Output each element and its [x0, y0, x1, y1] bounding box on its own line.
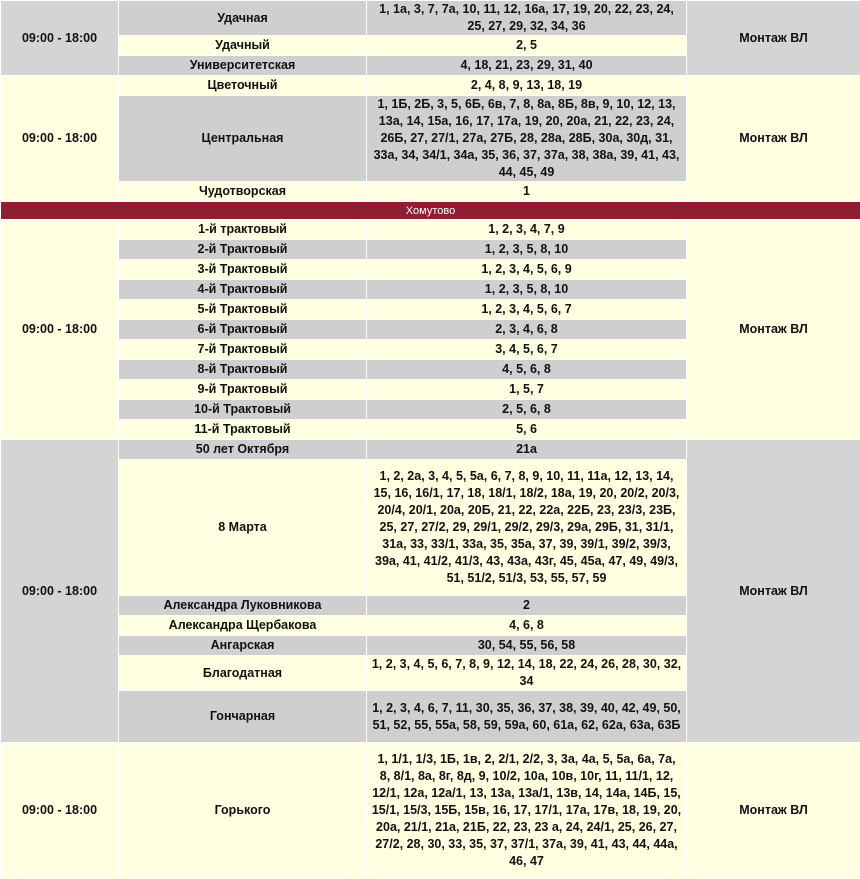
houses-cell: 2, 3, 4, 6, 8	[367, 320, 687, 340]
houses-cell: 4, 18, 21, 23, 29, 31, 40	[367, 56, 687, 76]
houses-cell: 1, 2, 3, 4, 5, 6, 9	[367, 260, 687, 280]
time-cell: 09:00 - 18:00	[1, 1, 119, 76]
street-cell: 4-й Трактовый	[119, 280, 367, 300]
street-cell: Александра Щербакова	[119, 616, 367, 636]
time-cell: 09:00 - 18:00	[1, 76, 119, 202]
work-type-cell: Монтаж ВЛ	[687, 440, 860, 743]
table-row	[1, 76, 860, 96]
work-type-cell: Монтаж ВЛ	[687, 220, 860, 440]
street-cell: 10-й Трактовый	[119, 400, 367, 420]
street-cell: Александра Луковникова	[119, 596, 367, 616]
houses-cell: 1, 2, 3, 4, 6, 7, 11, 30, 35, 36, 37, 38, 39, 40, 42, 49, 50, 51, 52, 55, 55а, 58, 59, 59а, 60, 61а, 62, 62а, 63а, 63Б	[367, 691, 687, 743]
houses-cell: 1	[367, 182, 687, 202]
houses-cell: 2, 4, 8, 9, 13, 18, 19	[367, 76, 687, 96]
time-cell: 09:00 - 18:00	[1, 743, 119, 879]
street-cell: Благодатная	[119, 656, 367, 691]
houses-cell: 2, 5, 6, 8	[367, 400, 687, 420]
street-cell: 7-й Трактовый	[119, 340, 367, 360]
street-cell: 6-й Трактовый	[119, 320, 367, 340]
street-cell: 50 лет Октября	[119, 440, 367, 460]
houses-cell: 1, 1/1, 1/3, 1Б, 1в, 2, 2/1, 2/2, 3, 3а, 4а, 5, 5а, 6а, 7а, 8, 8/1, 8а, 8г, 8д, 9, 10/2, 10а, 10в, 10г, 11, 11/1, 12, 12/1, 12а, 12а/1, 13, 13а, 13а/1, 13в, 14, 14а, 14Б, 15, 15/1, 15/3, 15Б, 15в, 16, 17, 17/1, 17а, 17в, 18, 19, 20, 20а, 21/1, 21а, 21Б, 22, 23, 23 а, 24, 24/1, 25, 26, 27, 27/2, 28, 30, 33, 35, 37, 37/1, 37а, 39, 41, 43, 44, 44а, 46, 47	[367, 743, 687, 879]
work-type-cell: Монтаж ВЛ	[687, 76, 860, 202]
houses-cell: 1, 2, 3, 4, 5, 6, 7	[367, 300, 687, 320]
street-cell: 8 Марта	[119, 460, 367, 596]
table-row	[1, 220, 860, 240]
houses-cell: 1, 2, 3, 4, 5, 6, 7, 8, 9, 12, 14, 18, 22, 24, 26, 28, 30, 32, 34	[367, 656, 687, 691]
street-cell: Горького	[119, 743, 367, 879]
houses-cell: 3, 4, 5, 6, 7	[367, 340, 687, 360]
street-cell: Гончарная	[119, 691, 367, 743]
houses-cell: 1, 2, 3, 5, 8, 10	[367, 240, 687, 260]
street-cell: Удачная	[119, 1, 367, 36]
table-row	[1, 743, 860, 879]
houses-cell: 1, 2, 2а, 3, 4, 5, 5а, 6, 7, 8, 9, 10, 11, 11а, 12, 13, 14, 15, 16, 16/1, 17, 18, 18/1, 18/2, 18а, 19, 20, 20/2, 20/3, 20/4, 20/1, 20а, 20Б, 21, 22, 22а, 22Б, 23, 23/3, 23Б, 25, 27, 27/2, 29, 29/1, 29/2, 29/3, 29а, 29Б, 31, 31/1, 31а, 33, 33/1, 33а, 35, 35а, 37, 39, 39/1, 39/2, 39/3, 39а, 41, 41/2, 41/3, 43, 43а, 43г, 45, 45а, 47, 49, 49/3, 51, 51/2, 51/3, 53, 55, 57, 59	[367, 460, 687, 596]
table-row	[1, 1, 860, 36]
houses-cell: 30, 54, 55, 56, 58	[367, 636, 687, 656]
district-name: Хомутово	[1, 202, 860, 220]
houses-cell: 1, 2, 3, 5, 8, 10	[367, 280, 687, 300]
time-cell: 09:00 - 18:00	[1, 440, 119, 743]
street-cell: 3-й Трактовый	[119, 260, 367, 280]
houses-cell: 2, 5	[367, 36, 687, 56]
street-cell: 11-й Трактовый	[119, 420, 367, 440]
street-cell: 8-й Трактовый	[119, 360, 367, 380]
houses-cell: 5, 6	[367, 420, 687, 440]
street-cell: 1-й трактовый	[119, 220, 367, 240]
houses-cell: 2	[367, 596, 687, 616]
houses-cell: 4, 5, 6, 8	[367, 360, 687, 380]
street-cell: Удачный	[119, 36, 367, 56]
work-type-cell: Монтаж ВЛ	[687, 1, 860, 76]
houses-cell: 4, 6, 8	[367, 616, 687, 636]
time-cell: 09:00 - 18:00	[1, 220, 119, 440]
houses-cell: 1, 2, 3, 4, 7, 9	[367, 220, 687, 240]
houses-cell: 1, 1Б, 2Б, 3, 5, 6Б, 6в, 7, 8, 8а, 8Б, 8в, 9, 10, 12, 13, 13а, 14, 15а, 16, 17, 17а, 19, 20, 20а, 21, 22, 23, 24, 26Б, 27, 27/1, 27а, 27Б, 28, 28а, 28Б, 30а, 30д, 31, 33а, 34, 34/1, 34а, 35, 36, 37, 37а, 38, 38а, 39, 41, 43, 44, 45, 49	[367, 96, 687, 182]
street-cell: 5-й Трактовый	[119, 300, 367, 320]
street-cell: 9-й Трактовый	[119, 380, 367, 400]
street-cell: Цветочный	[119, 76, 367, 96]
table-row	[1, 440, 860, 460]
street-cell: Университетская	[119, 56, 367, 76]
street-cell: 2-й Трактовый	[119, 240, 367, 260]
street-cell: Ангарская	[119, 636, 367, 656]
work-type-cell: Монтаж ВЛ	[687, 743, 860, 879]
houses-cell: 1, 1а, 3, 7, 7а, 10, 11, 12, 16а, 17, 19, 20, 22, 23, 24, 25, 27, 29, 32, 34, 36	[367, 1, 687, 36]
street-cell: Чудотворская	[119, 182, 367, 202]
houses-cell: 1, 5, 7	[367, 380, 687, 400]
district-header-row	[1, 202, 860, 220]
street-cell: Центральная	[119, 96, 367, 182]
houses-cell: 21а	[367, 440, 687, 460]
